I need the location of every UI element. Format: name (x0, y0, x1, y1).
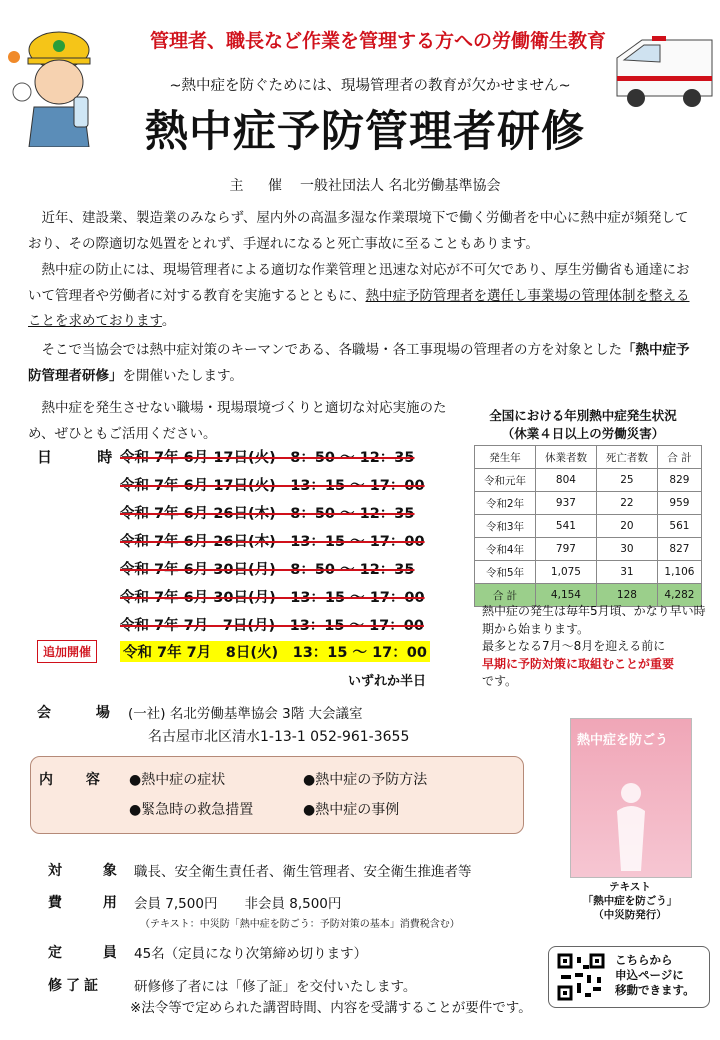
worker-illustration (4, 22, 114, 147)
schedule-slot: 令和 7年 6月 30日(月) 13：15 ～ 17：00 (120, 590, 425, 606)
subtitle: ~熱中症を防ぐためには、現場管理者の教育が欠かせません~ (169, 78, 571, 94)
schedule-slot-added: 令和 7年 7月 8日(火) 13：15 ～ 17：00 (120, 641, 430, 662)
content-item: ●緊急時の救急措置 (129, 802, 254, 818)
qr-code-icon[interactable] (557, 953, 605, 1001)
content-label: 内 容 (39, 772, 114, 788)
schedule-slot: 令和 7年 6月 17日(火) 13：15 ～ 17：00 (120, 478, 425, 494)
table-total-row: 合 計 4,154 128 4,282 (475, 584, 702, 607)
table-header-row: 発生年 休業者数 死亡者数 合 計 (475, 446, 702, 469)
textbook-caption: テキスト 「熱中症を防ごう」 （中災防発行） (582, 881, 678, 921)
organizer-line (155, 175, 575, 195)
schedule-slot: 令和 7年 6月 26日(木) 13：15 ～ 17：00 (120, 534, 425, 550)
table-row: 令和元年 804 25 829 (475, 469, 702, 492)
schedule-slot: 令和 7年 6月 17日(火) 8：50 ～ 12：35 (120, 450, 415, 466)
fee-text: 会員 7,500円 非会員 8,500円 (134, 896, 342, 912)
table-row: 令和5年 1,075 31 1,106 (475, 561, 702, 584)
schedule-label: 日 時 (37, 448, 133, 466)
textbook-cover (570, 718, 692, 878)
intro-paragraph-2: 熱中症の防止には、現場管理者による適切な作業管理と迅速な対応が不可欠であり、厚生労働省も通達において管理者や労働者に対する教育を実施するとともに、熱中症予防管理者を選任し事業場の管理体制を整えることを求めております。 (28, 262, 690, 329)
certificate-note: ※法令等で定められた講習時間、内容を受講することが要件です。 (130, 1000, 532, 1016)
stats-table (474, 445, 702, 607)
content-box (30, 756, 524, 834)
qr-box[interactable] (548, 946, 710, 1008)
content-item: ●熱中症の事例 (303, 802, 400, 818)
table-row: 令和3年 541 20 561 (475, 515, 702, 538)
textbook-cover-title: 熱中症を防ごう (577, 733, 669, 748)
figure-silhouette-icon (609, 781, 653, 871)
certificate-text: 研修修了者には「修了証」を交付いたします。 (134, 979, 417, 995)
stats-title: 全国における年別熱中症発生状況 （休業４日以上の労働災害） (489, 408, 677, 441)
organizer-label: 主 催 (229, 178, 292, 194)
either-half-day-note: いずれか半日 (348, 674, 427, 689)
table-row: 令和2年 937 22 959 (475, 492, 702, 515)
schedule-slot: 令和 7年 6月 26日(木) 8：50 ～ 12：35 (120, 506, 415, 522)
fee-label: 費 用 (48, 895, 135, 911)
page-title: 熱中症予防管理者研修 (145, 107, 585, 157)
target-text: 職長、安全衛生責任者、衛生管理者、安全衛生推進者等 (134, 864, 472, 880)
capacity-text: 45名（定員になり次第締め切ります） (134, 946, 368, 962)
intro-paragraph-1: 近年、建設業、製造業のみならず、屋内外の高温多湿な作業環境下で働く労働者を中心に熱中症が頻発しており、その際適切な処置をとれず、手遅れになると死亡事故に至ることもあります。 (28, 210, 689, 252)
capacity-label: 定 員 (48, 945, 135, 961)
venue-label: 会 場 (37, 705, 130, 721)
target-label: 対 象 (48, 863, 135, 879)
top-heading: 管理者、職長など作業を管理する方への労働衛生教育 (150, 30, 607, 52)
certificate-label: 修了証 (48, 978, 102, 994)
organizer-name: 一般社団法人 名北労働基準協会 (300, 178, 501, 194)
added-session-badge: 追加開催 (37, 640, 97, 663)
content-item: ●熱中症の予防方法 (303, 772, 428, 788)
qr-instruction: こちらから 申込ページに 移動できます。 (615, 953, 695, 997)
intro-paragraph-3: そこで当協会では熱中症対策のキーマンである、各職場・各工事現場の管理者の方を対象とした「熱中症予防管理者研修」を開催いたします。 (28, 342, 690, 384)
schedule-slot: 令和 7年 7月 7日(月) 13：15 ～ 17：00 (120, 618, 424, 634)
ambulance-illustration (612, 28, 716, 112)
fee-note: （テキスト：中災防「熱中症を防ごう：予防対策の基本」消費税含む） (140, 919, 460, 930)
content-item: ●熱中症の症状 (129, 772, 226, 788)
stats-note: 熱中症の発生は毎年5月頃、かなり早い時期から始まります。 最多となる7月～8月を迎える前に 早期に予防対策に取組むことが重要 です。 (482, 604, 706, 688)
schedule-slot: 令和 7年 6月 30日(月) 8：50 ～ 12：35 (120, 562, 415, 578)
venue-address: 名古屋市北区清水1-13-1 052-961-3655 (148, 729, 410, 745)
intro-paragraph-4: 熱中症を発生させない職場・現場環境づくりと適切な対応実施のため、ぜひともご活用ください。 (28, 400, 447, 442)
table-row: 令和4年 797 30 827 (475, 538, 702, 561)
venue-name: (一社) 名北労働基準協会 3階 大会議室 (128, 706, 363, 722)
